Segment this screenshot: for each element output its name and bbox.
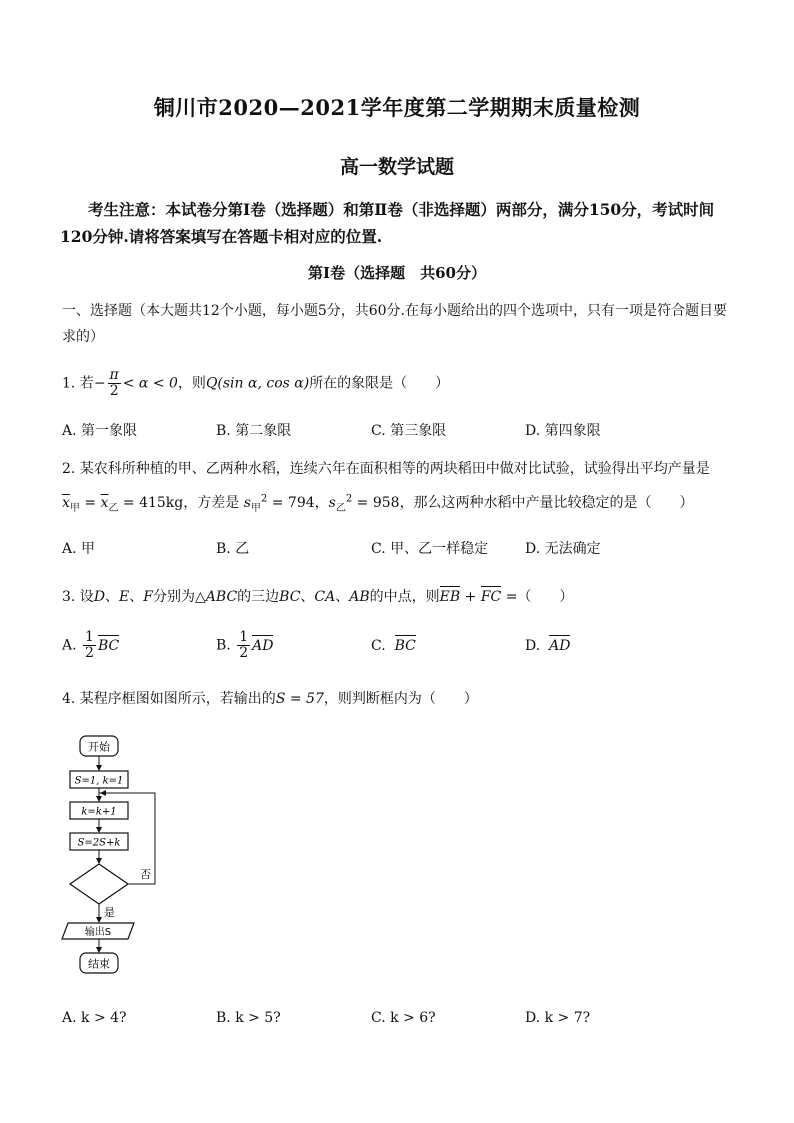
q1-options (62, 420, 742, 444)
question-2-line-1: 2. 某农科所种植的甲、乙两种水稻，连续六年在面积相等的两块稻田中做对比试验，试验得出平均产量是 (62, 461, 710, 477)
flow-init-label: S=1, k=1 (74, 775, 124, 787)
q2-option-b: B. 乙 (216, 541, 250, 557)
q3-option-a: A. $\frac{1}{2}$ BC (62, 629, 120, 661)
q4-options (62, 1010, 742, 1034)
candidate-notice: 考生注意：本试卷分第Ⅰ卷（选择题）和第Ⅱ卷（非选择题）两部分，满分150分，考试时间120分钟.请将答案填写在答题卡相对应的位置. (60, 200, 715, 246)
q1-option-d: D. 第四象限 (525, 423, 601, 439)
section-heading: 第Ⅰ卷（选择题 共60分） (308, 264, 486, 282)
q1-condition: < α < 0 (122, 375, 178, 392)
q2-option-a: A. 甲 (62, 541, 96, 557)
flow-step1-label: k=k+1 (81, 806, 117, 818)
vector-fc: FC (480, 589, 502, 605)
q2-option-d: D. 无法确定 (525, 541, 601, 557)
q1-option-b: B. 第二象限 (216, 423, 292, 439)
q3-options (62, 628, 742, 668)
flow-end-label: 结束 (88, 957, 110, 971)
program-flowchart (60, 730, 200, 980)
vector-eb: EB (439, 589, 461, 605)
question-4: 4. 某程序框图如图所示，若输出的S = 57，则判断框内为（ ） (62, 691, 478, 707)
part-intro: 一、选择题（本大题共12个小题，每小题5分，共60分.在每小题给出的四个选项中，只有一项是符合题目要求的） (62, 303, 727, 345)
q3-option-b: B. $\frac{1}{2}$ AD (216, 629, 274, 661)
q2-option-c: C. 甲、乙一样稳定 (371, 541, 489, 557)
q1-point: Q(sin α, cos α) (205, 375, 310, 392)
q1-option-a: A. 第一象限 (62, 423, 138, 439)
q3-option-d: D. AD (525, 638, 571, 654)
q1-prefix: 1. 若 (62, 375, 94, 392)
q4-option-d: D. k > 7? (525, 1010, 591, 1026)
q3-option-c: C. BC (371, 638, 416, 654)
exam-subtitle: 高一数学试题 (339, 156, 454, 178)
question-1: 1. 若− $\frac{\pi}{2}$ < α < 0，则Q(sin α, cos α)所在的象限是（ ） (62, 367, 450, 399)
question-3: 3. 设D、E、F分别为△ABC的三边BC、CA、AB的中点，则EB + FC =（ ） (62, 589, 574, 605)
q1-fraction: $\frac{\pi}{2}$ (109, 367, 119, 399)
flow-no-label: 否 (140, 868, 151, 881)
q1-option-c: C. 第三象限 (371, 423, 447, 439)
q2-options (62, 538, 742, 562)
q4-option-a: A. k > 4? (62, 1010, 127, 1026)
flow-output-label: 输出S (84, 927, 112, 938)
question-2-line-2: $\overline{x}_甲 = \overline{x}_乙 = 415kg$，方差是 $s_甲^2 = 794$，$s_乙^2 = 958$，那么这两种水稻中产量比较稳定的是（ ） (62, 493, 694, 514)
flow-start-label: 开始 (88, 740, 110, 754)
flow-decision-diamond (70, 864, 128, 904)
flow-step2-label: S=2S+k (77, 837, 121, 849)
q4-option-b: B. k > 5? (216, 1010, 281, 1026)
exam-title: 铜川市2020—2021学年度第二学期期末质量检测 (153, 95, 641, 120)
q4-option-c: C. k > 6? (371, 1010, 436, 1026)
flow-yes-label: 是 (104, 906, 115, 919)
